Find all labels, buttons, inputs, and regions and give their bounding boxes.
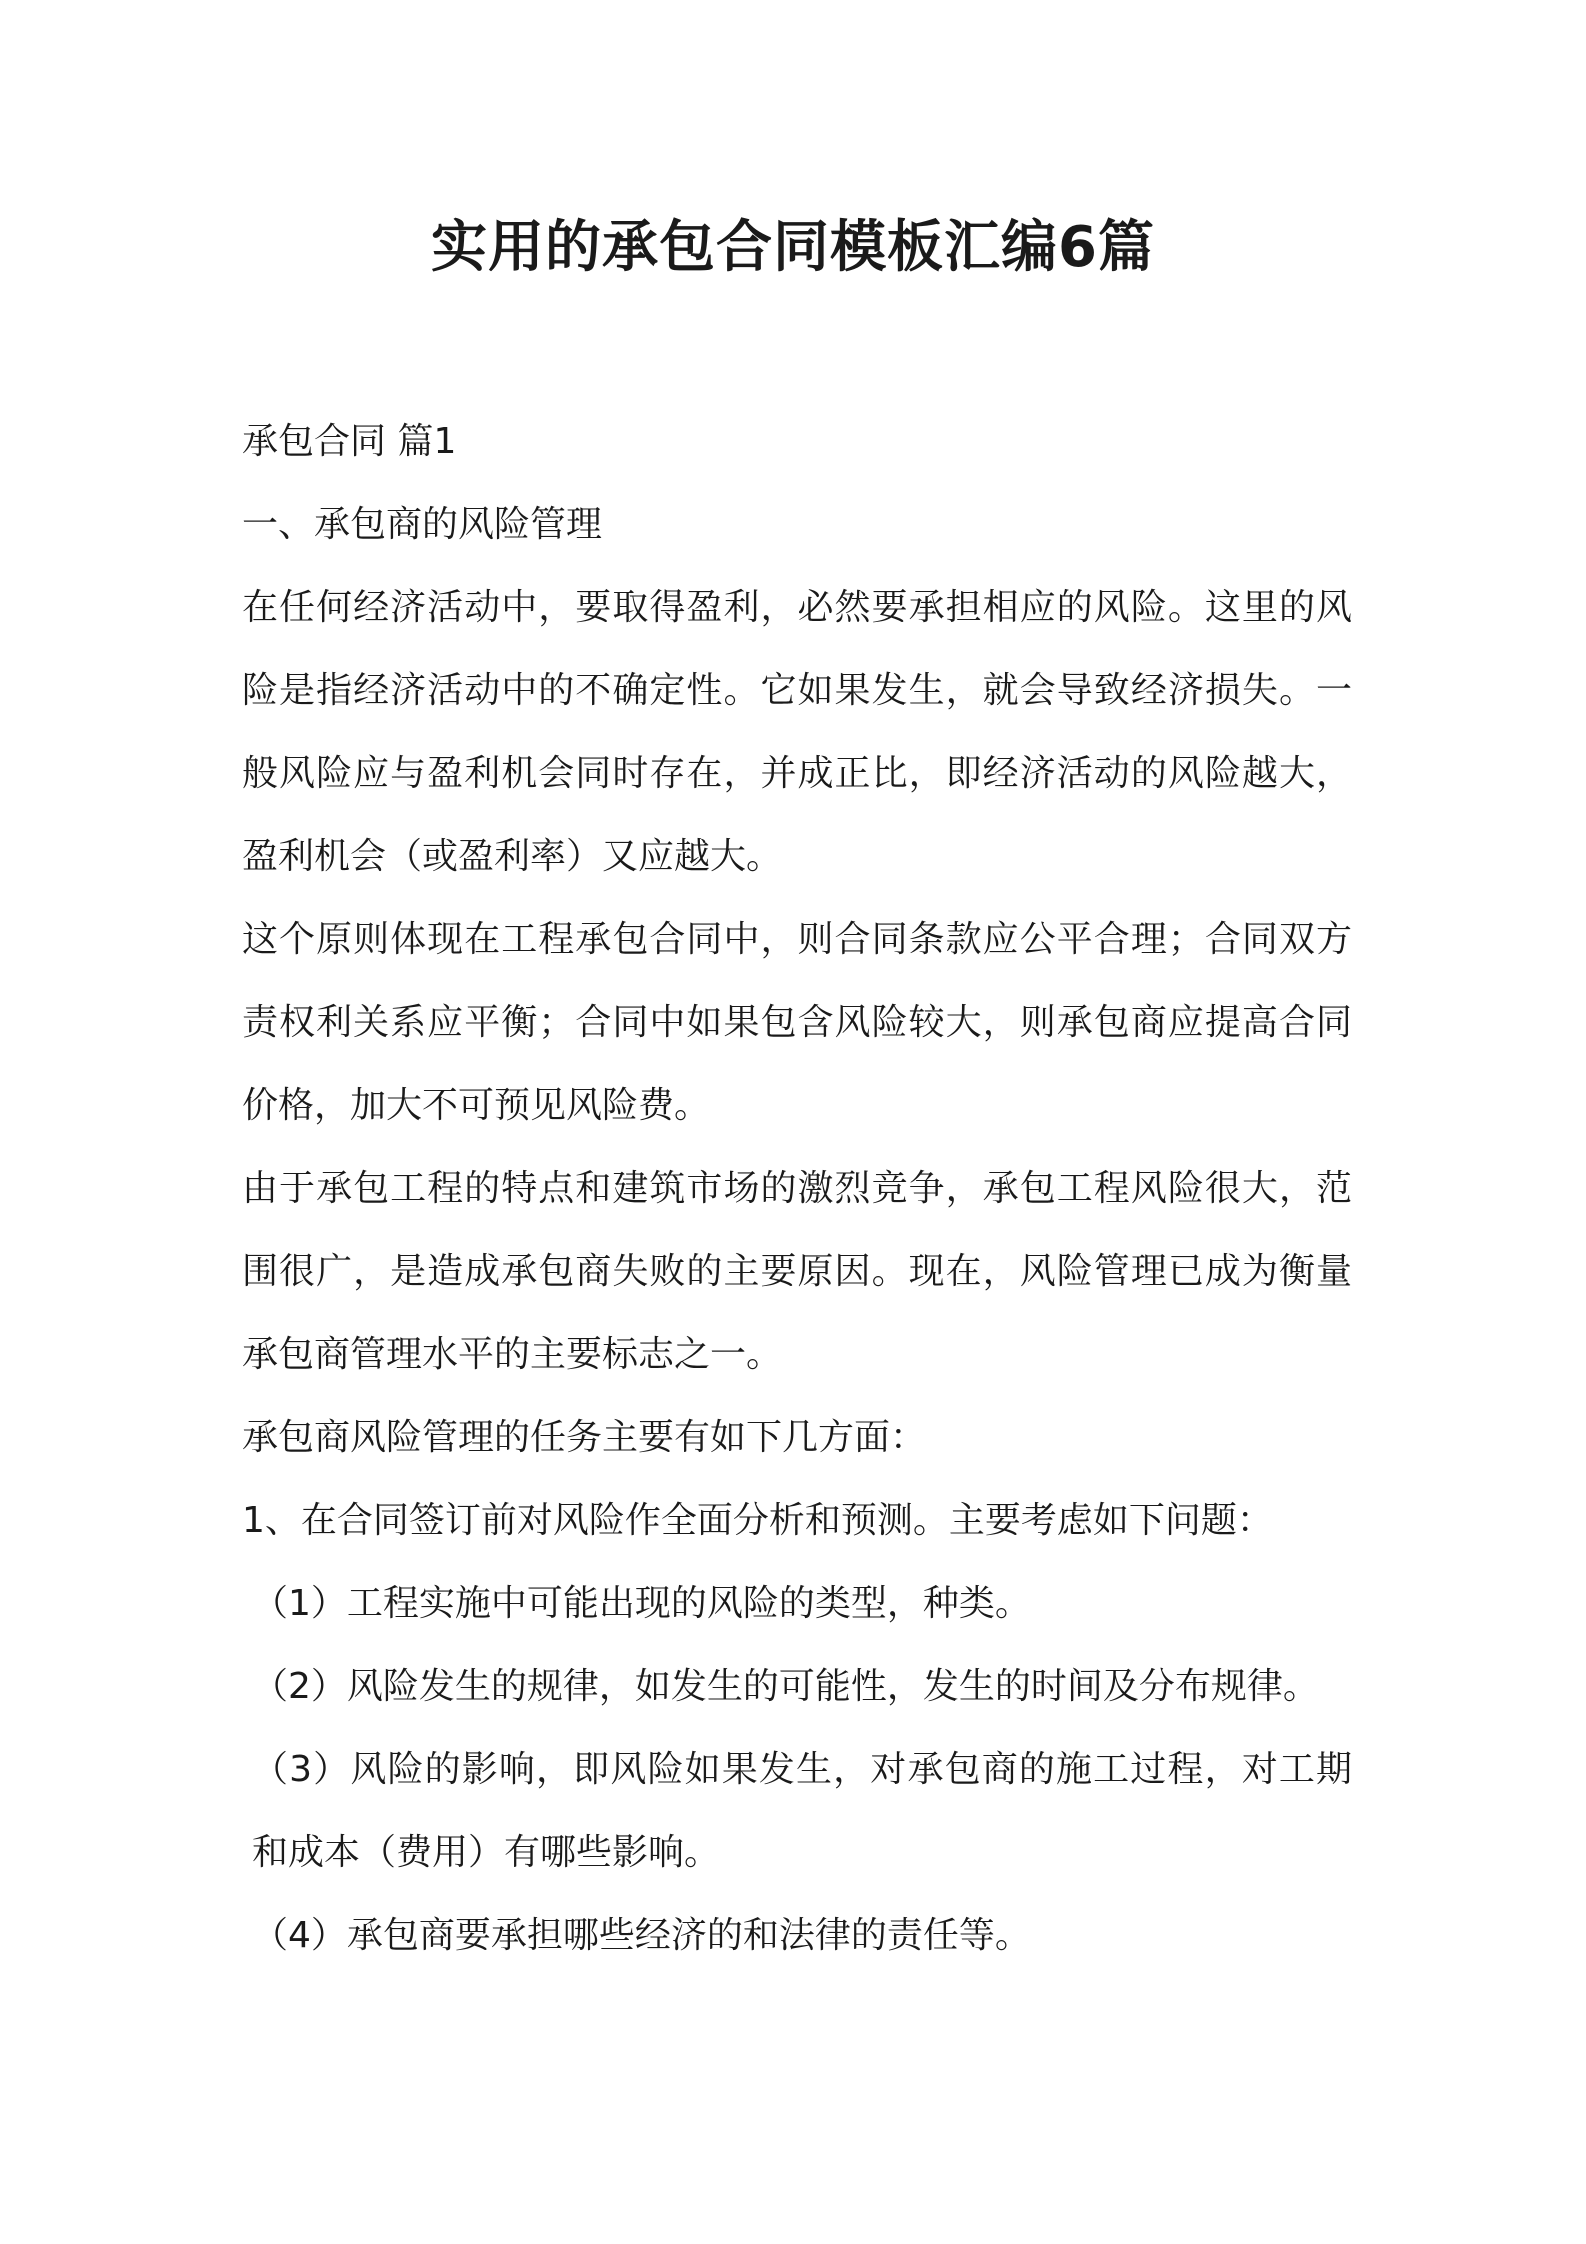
document-title: 实用的承包合同模板汇编6篇 — [431, 215, 1155, 280]
paragraph: 由于承包工程的特点和建筑市场的激烈竞争，承包工程风险很大，范围很广，是造成承包商失败的主要原因。现在，风险管理已成为衡量承包商管理水平的主要标志之一。 — [242, 1168, 1352, 1375]
paragraph: 1、在合同签订前对风险作全面分析和预测。主要考虑如下问题： — [242, 1500, 1273, 1541]
list-item: （3）风险的影响，即风险如果发生，对承包商的施工过程，对工期和成本（费用）有哪些影响。 — [252, 1749, 1352, 1873]
section-heading: 承包合同 篇1 — [242, 421, 457, 462]
subheading: 一、承包商的风险管理 — [242, 504, 603, 545]
list-item: （4）承包商要承担哪些经济的和法律的责任等。 — [252, 1915, 1031, 1956]
paragraph: 承包商风险管理的任务主要有如下几方面： — [242, 1417, 927, 1458]
paragraph: 这个原则体现在工程承包合同中，则合同条款应公平合理；合同双方责权利关系应平衡；合同中如果包含风险较大，则承包商应提高合同价格，加大不可预见风险费。 — [242, 919, 1352, 1126]
list-item: （1）工程实施中可能出现的风险的类型，种类。 — [252, 1583, 1031, 1624]
paragraph: 在任何经济活动中，要取得盈利，必然要承担相应的风险。这里的风险是指经济活动中的不确定性。它如果发生，就会导致经济损失。一般风险应与盈利机会同时存在，并成正比，即经济活动的风险越大，盈利机会（或盈利率）又应越大。 — [242, 587, 1352, 877]
document-body — [242, 400, 1352, 1977]
list-item: （2）风险发生的规律，如发生的可能性，发生的时间及分布规律。 — [252, 1666, 1319, 1707]
